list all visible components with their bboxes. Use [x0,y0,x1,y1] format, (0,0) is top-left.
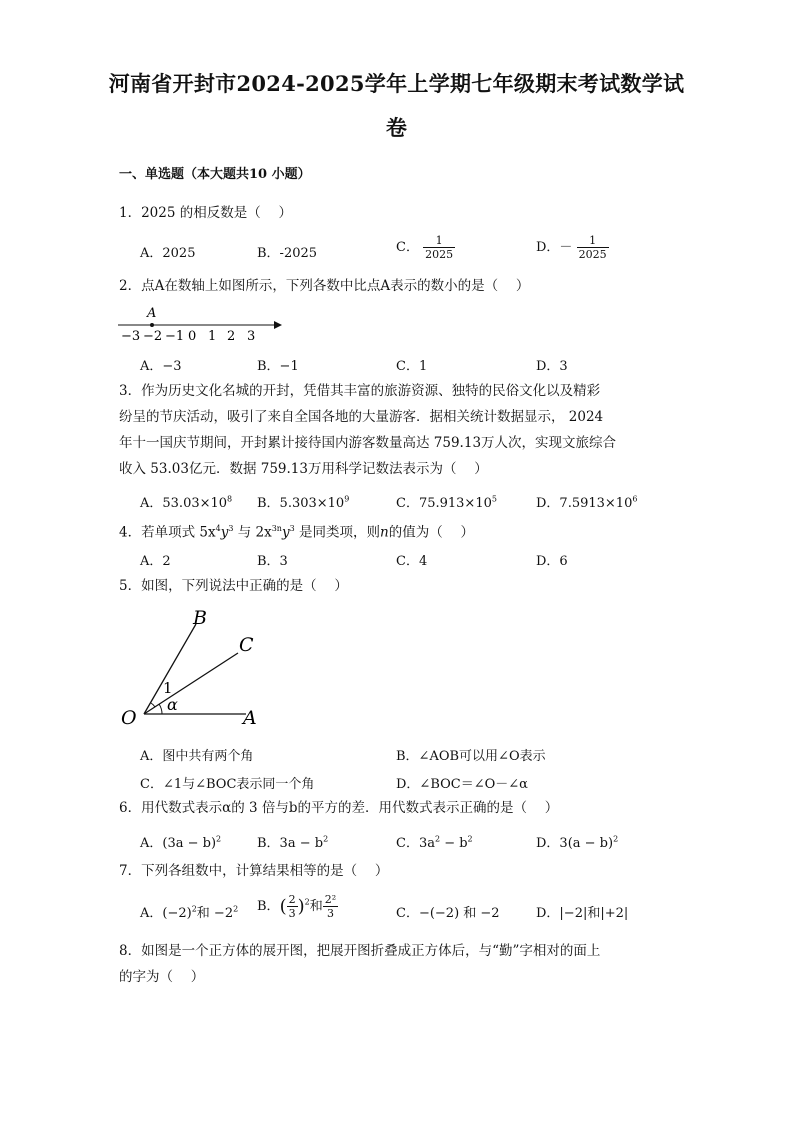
q1-option-c [396,234,455,261]
point-o-label: O [121,707,137,729]
q1-option-c-label: C． [396,240,419,255]
question-3-line4: 收入 53.03亿元．数据 759.13万用科学记数法表示为（ ） [119,461,488,477]
q5-option-a: A．图中共有两个角 [140,749,254,764]
angle-alpha-arc [159,704,162,714]
q2-option-c: C．1 [396,359,428,374]
angle-1-arc [151,703,155,707]
number-line-figure [116,302,286,344]
q5-option-d: D．∠BOC＝∠O－∠α [396,777,528,792]
tick-label: 3 [247,329,256,344]
number-line-point-a-label: A [147,306,157,321]
question-5-stem: 5．如图，下列说法中正确的是（ ） [119,578,348,594]
question-3-line3: 年十一国庆节期间，开封累计接待国内游客数量高达 759.13万人次，实现文旅综合 [119,435,617,451]
q5-option-b: B．∠AOB可以用∠O表示 [396,749,546,764]
q4-option-d: D．6 [536,554,568,569]
q3-option-d: D．$7.5913\times 10^6$ [536,494,638,511]
question-1-stem: 1．2025 的相反数是（ ） [119,205,293,221]
q1-option-d-label: D．－ [536,240,573,255]
q1-option-d [536,234,609,261]
q5-option-c: C．∠1与∠BOC表示同一个角 [140,777,315,792]
q1-option-c-fraction: $\frac{1}{2025}$ [425,234,454,261]
q4-option-b: B．3 [257,554,288,569]
q3-option-a: A．$53.03\times 10^8$ [140,494,233,511]
q3-option-c: C．$75.913\times 10^5$ [396,494,497,511]
number-line-point-a [150,323,154,327]
angle-alpha-label: α [167,695,178,714]
point-a-label: A [243,707,257,729]
tick-label: −2 [143,329,163,344]
q7-option-b: B．( $\frac{2}{3}$ )$^2$和 $\frac{\text{2²}}{3}$ [257,893,337,920]
question-3-line2: 纷呈的节庆活动，吸引了来自全国各地的大量游客．据相关统计数据显示， 2024 [119,409,604,425]
tick-label: 1 [208,329,217,344]
q7-option-c: C．−(−2) 和 −2 [396,906,500,921]
question-6-stem: 6．用代数式表示α的 3 倍与b的平方的差．用代数式表示正确的是（ ） [119,800,559,816]
question-8-line2: 的字为（ ） [119,969,205,985]
point-b-label: B [193,607,207,629]
q3-option-b: B．$5.303\times 10^9$ [257,494,350,511]
question-7-stem: 7．下列各组数中，计算结果相等的是（ ） [119,863,389,879]
question-3-line1: 3．作为历史文化名城的开封，凭借其丰富的旅游资源、独特的民俗文化以及精彩 [119,383,601,399]
question-2-stem: 2．点A在数轴上如图所示，下列各数中比点A表示的数小的是（ ） [119,278,530,294]
q7-option-d: D．|−2|和|+2| [536,906,629,921]
q7-option-a: A．$(-2)^2$和 $-2^2$ [140,904,239,921]
tick-label: 0 [188,329,197,344]
q4-option-a: A．2 [140,554,171,569]
question-4-stem: 4．若单项式 $5x^4y^3$ 与 $2x^{3n}y^3$ 是同类项，则n的值为（ ） [119,524,474,541]
exam-title-line1: 河南省开封市2024-2025学年上学期七年级期末考试数学试 [108,71,685,96]
q4-option-c: C．4 [396,554,428,569]
number-line-arrow [274,321,282,329]
question-8-line1: 8．如图是一个正方体的展开图，把展开图折叠成正方体后，与“勤”字相对的面上 [119,943,601,959]
tick-label: 2 [227,329,236,344]
point-c-label: C [239,634,254,656]
tick-label: −3 [121,329,141,344]
q2-option-a: A．−3 [140,359,182,374]
q6-option-d: D．$3(a - b)^2$ [536,834,619,851]
angle-1-label: 1 [163,679,173,697]
q1-option-a: A．2025 [140,246,196,261]
section-heading: 一、单选题（本大题共10 小题） [119,167,311,182]
ray-oc [144,653,238,714]
q2-option-b: B．−1 [257,359,299,374]
q6-option-b: B．$3a - b^2$ [257,834,329,851]
exam-title-line2: 卷 [385,115,408,140]
q6-option-a: A．$(3a - b)^2$ [140,834,222,851]
q1-option-b: B．-2025 [257,246,318,261]
tick-label: −1 [165,329,185,344]
q2-option-d: D．3 [536,359,568,374]
q6-option-c: C．$3a^2 - b^2$ [396,834,473,851]
q1-option-d-fraction: $\frac{1}{2025}$ [578,234,607,261]
angle-figure [115,600,275,730]
